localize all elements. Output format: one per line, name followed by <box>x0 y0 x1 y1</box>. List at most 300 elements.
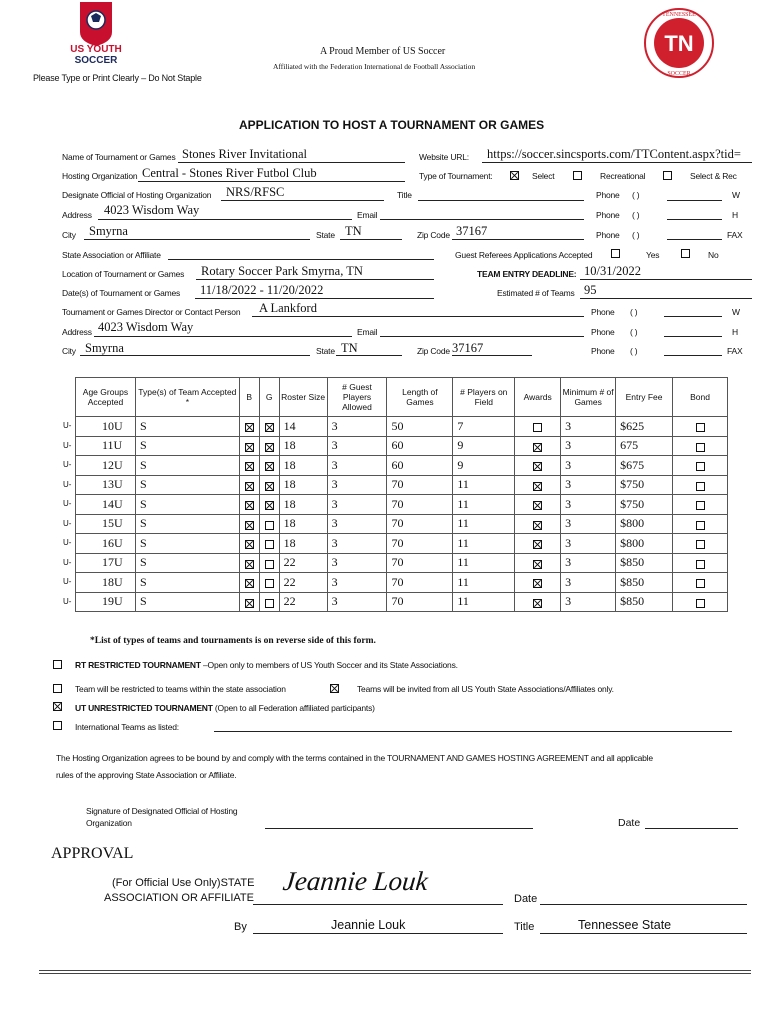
guest-ref-yes-label: Yes <box>646 250 660 260</box>
table-header-cell: Minimum # of Games <box>561 378 616 417</box>
dir-phone-w-suffix: W <box>732 307 740 317</box>
table-header-cell: Length of Games <box>387 378 453 417</box>
guest-players-cell[interactable]: 3 <box>327 514 387 534</box>
handwritten-signature: Jeannie Louk <box>281 866 430 896</box>
bond-cell <box>673 456 728 476</box>
girls-cell <box>259 573 279 593</box>
type-select-rec-label: Select & Rec <box>690 171 737 181</box>
awards-checkbox[interactable] <box>533 579 542 588</box>
boys-cell <box>239 592 259 612</box>
entry-fee-cell[interactable]: $750 <box>616 475 673 495</box>
team-type-cell[interactable]: S <box>135 417 239 437</box>
girls-cell <box>259 436 279 456</box>
table-row <box>76 573 728 593</box>
game-length-cell[interactable]: 50 <box>387 417 453 437</box>
boys-cell <box>239 475 259 495</box>
phone-h-label: Phone <box>596 210 620 220</box>
min-games-cell[interactable]: 3 <box>561 475 616 495</box>
awards-checkbox[interactable] <box>533 560 542 569</box>
boys-checkbox[interactable] <box>245 560 254 569</box>
us-youth-soccer-logo <box>62 2 132 68</box>
sig-label-2: Organization <box>86 818 132 828</box>
bond-checkbox[interactable] <box>696 423 705 432</box>
girls-cell <box>259 534 279 554</box>
type-select-label: Select <box>532 171 555 181</box>
team-type-cell[interactable]: S <box>135 534 239 554</box>
game-length-cell[interactable]: 70 <box>387 573 453 593</box>
age-value: 15U <box>102 516 123 531</box>
awards-checkbox[interactable] <box>533 423 542 432</box>
age-groups-table <box>63 377 728 612</box>
game-length-cell[interactable]: 70 <box>387 475 453 495</box>
game-length-cell[interactable]: 60 <box>387 436 453 456</box>
by-label: By <box>234 921 247 933</box>
footer-divider <box>39 970 751 974</box>
boys-cell <box>239 495 259 515</box>
state-field[interactable]: TN <box>345 224 362 238</box>
phone-w-paren: ( ) <box>632 190 640 200</box>
dir-phone-h-label: Phone <box>591 327 615 337</box>
deadline-field[interactable]: 10/31/2022 <box>584 264 641 278</box>
address-field[interactable]: 4023 Wisdom Way <box>104 203 200 217</box>
boys-checkbox[interactable] <box>245 423 254 432</box>
city-label: City <box>62 230 76 240</box>
players-on-field-cell[interactable]: 11 <box>453 495 515 515</box>
age-group-cell[interactable] <box>63 475 136 495</box>
table-header-cell: B <box>239 378 259 417</box>
girls-checkbox[interactable] <box>265 443 274 452</box>
age-prefix: U- <box>63 596 72 606</box>
roster-size-cell[interactable]: 18 <box>279 495 327 515</box>
roster-size-cell[interactable]: 18 <box>279 456 327 476</box>
phone-w-suffix: W <box>732 190 740 200</box>
game-length-cell[interactable]: 70 <box>387 592 453 612</box>
team-type-cell[interactable]: S <box>135 456 239 476</box>
approval-date-line[interactable] <box>540 904 747 905</box>
players-on-field-cell[interactable]: 9 <box>453 436 515 456</box>
tournament-type-label: Type of Tournament: <box>419 171 493 181</box>
by-field[interactable]: Jeannie Louk <box>331 918 406 932</box>
roster-size-cell[interactable]: 18 <box>279 534 327 554</box>
city-field[interactable]: Smyrna <box>89 224 128 238</box>
age-value: 17U <box>102 555 123 570</box>
boys-cell <box>239 436 259 456</box>
director-label: Tournament or Games Director or Contact Person <box>62 307 241 317</box>
dir-city-label: City <box>62 346 76 356</box>
girls-cell <box>259 553 279 573</box>
title-label: Title <box>514 921 535 933</box>
age-group-cell[interactable] <box>63 417 136 437</box>
instructions-text: Please Type or Print Clearly – Do Not Staple <box>33 73 202 83</box>
est-teams-field[interactable]: 95 <box>584 283 597 297</box>
entry-fee-cell[interactable]: $850 <box>616 573 673 593</box>
svg-text:TN: TN <box>664 31 694 56</box>
roster-size-cell[interactable]: 18 <box>279 436 327 456</box>
guest-players-cell[interactable]: 3 <box>327 417 387 437</box>
awards-cell <box>515 573 561 593</box>
official-field[interactable]: NRS/RFSC <box>226 185 285 199</box>
min-games-cell[interactable]: 3 <box>561 417 616 437</box>
age-value: 10U <box>102 418 123 433</box>
approval-heading: APPROVAL <box>51 845 134 862</box>
ut-text <box>75 703 375 713</box>
rt-text <box>75 660 458 670</box>
game-length-cell[interactable]: 70 <box>387 553 453 573</box>
zip-field[interactable]: 37167 <box>456 224 488 238</box>
boys-checkbox[interactable] <box>245 540 254 549</box>
dir-phone-w-paren: ( ) <box>630 307 638 317</box>
roster-size-cell[interactable]: 14 <box>279 417 327 437</box>
girls-checkbox[interactable] <box>265 423 274 432</box>
dir-phone-h-suffix: H <box>732 327 738 337</box>
table-row <box>76 417 728 437</box>
est-teams-label: Estimated # of Teams <box>497 288 575 298</box>
guest-players-cell[interactable]: 3 <box>327 456 387 476</box>
game-length-cell[interactable]: 70 <box>387 514 453 534</box>
bond-cell <box>673 475 728 495</box>
deadline-label: TEAM ENTRY DEADLINE: <box>477 269 577 279</box>
awards-checkbox[interactable] <box>533 599 542 608</box>
boys-checkbox[interactable] <box>245 521 254 530</box>
guest-players-cell[interactable]: 3 <box>327 534 387 554</box>
boys-cell <box>239 573 259 593</box>
girls-checkbox[interactable] <box>265 579 274 588</box>
girls-cell <box>259 592 279 612</box>
dir-fax-suffix: FAX <box>727 346 743 356</box>
awards-cell <box>515 495 561 515</box>
restricted-state-checkbox[interactable] <box>53 684 62 693</box>
assoc-label: State Association or Affiliate <box>62 250 161 260</box>
girls-cell <box>259 475 279 495</box>
age-prefix: U- <box>63 460 72 469</box>
agreement-line-2: rules of the approving State Association or Affiliate. <box>56 770 237 780</box>
table-header-cell: Bond <box>673 378 728 417</box>
sig-date-label: Date <box>618 817 641 829</box>
bond-cell <box>673 534 728 554</box>
guest-players-cell[interactable]: 3 <box>327 553 387 573</box>
age-prefix: U- <box>63 557 72 567</box>
players-on-field-cell[interactable]: 11 <box>453 592 515 612</box>
bond-cell <box>673 436 728 456</box>
game-length-cell[interactable]: 60 <box>387 456 453 476</box>
age-group-cell[interactable] <box>63 573 136 593</box>
boys-checkbox[interactable] <box>245 501 254 510</box>
age-prefix: U- <box>63 440 72 450</box>
roster-size-cell[interactable]: 18 <box>279 475 327 495</box>
guest-players-cell[interactable]: 3 <box>327 475 387 495</box>
awards-checkbox[interactable] <box>533 443 542 452</box>
girls-cell <box>259 514 279 534</box>
guest-players-cell[interactable]: 3 <box>327 592 387 612</box>
age-value: 18U <box>102 574 123 589</box>
approval-signature-line[interactable] <box>253 904 503 905</box>
age-group-cell[interactable] <box>63 534 136 554</box>
awards-cell <box>515 592 561 612</box>
players-on-field-cell[interactable]: 11 <box>453 475 515 495</box>
guest-ref-yes-checkbox[interactable] <box>611 249 620 258</box>
roster-size-cell[interactable]: 22 <box>279 573 327 593</box>
title-field[interactable]: Tennessee State <box>578 918 672 932</box>
boys-checkbox[interactable] <box>245 482 254 491</box>
team-type-cell[interactable]: S <box>135 436 239 456</box>
age-group-cell[interactable] <box>63 495 136 515</box>
team-type-cell[interactable]: S <box>135 514 239 534</box>
players-on-field-cell[interactable]: 11 <box>453 534 515 554</box>
entry-fee-cell[interactable]: $675 <box>616 456 673 476</box>
girls-checkbox[interactable] <box>265 540 274 549</box>
official-use-2: ASSOCIATION OR AFFILIATE <box>104 892 254 904</box>
age-prefix: U- <box>63 577 72 586</box>
team-type-cell[interactable]: S <box>135 573 239 593</box>
type-rec-label: Recreational <box>600 171 646 181</box>
bond-cell <box>673 495 728 515</box>
agreement-line-1: The Hosting Organization agrees to be bound by and comply with the terms contained in the TOURNAMENT AND GAMES HOSTING AGREEMENT and all applicable <box>56 753 653 763</box>
team-type-cell[interactable]: S <box>135 495 239 515</box>
signature-line[interactable] <box>265 828 533 829</box>
roster-size-cell[interactable]: 22 <box>279 553 327 573</box>
bond-checkbox[interactable] <box>696 521 705 530</box>
age-prefix: U- <box>63 479 72 489</box>
players-on-field-cell[interactable]: 11 <box>453 514 515 534</box>
team-type-cell[interactable]: S <box>135 553 239 573</box>
guest-ref-no-checkbox[interactable] <box>681 249 690 258</box>
fax-paren: ( ) <box>632 230 640 240</box>
table-row <box>76 456 728 476</box>
girls-checkbox[interactable] <box>265 501 274 510</box>
boys-cell <box>239 534 259 554</box>
girls-checkbox[interactable] <box>265 462 274 471</box>
entry-fee-cell[interactable]: $850 <box>616 553 673 573</box>
bond-cell <box>673 417 728 437</box>
rt-checkbox[interactable] <box>53 660 62 669</box>
age-group-cell[interactable] <box>63 436 136 456</box>
boys-cell <box>239 456 259 476</box>
dates-field[interactable]: 11/18/2022 - 11/20/2022 <box>200 283 324 297</box>
dir-state-field[interactable]: TN <box>341 341 358 355</box>
svg-text:US YOUTH: US YOUTH <box>70 44 122 55</box>
ut-label: UT UNRESTRICTED TOURNAMENT <box>75 703 213 713</box>
address-label: Address <box>62 210 92 220</box>
girls-checkbox[interactable] <box>265 599 274 608</box>
bond-checkbox[interactable] <box>696 462 705 471</box>
dir-fax-label: Phone <box>591 346 615 356</box>
table-header-cell: # Players on Field <box>453 378 515 417</box>
phone-h-paren: ( ) <box>632 210 640 220</box>
bond-cell <box>673 573 728 593</box>
official-title-label: Title <box>397 190 412 200</box>
svg-text:SOCCER: SOCCER <box>667 71 691 77</box>
girls-cell <box>259 495 279 515</box>
page-title: APPLICATION TO HOST A TOURNAMENT OR GAMES <box>239 118 545 132</box>
bond-cell <box>673 553 728 573</box>
girls-checkbox[interactable] <box>265 521 274 530</box>
ut-desc: (Open to all Federation affiliated participants) <box>212 703 375 713</box>
table-header-cell: Roster Size <box>279 378 327 417</box>
official-use-1: (For Official Use Only)STATE <box>112 877 255 889</box>
age-prefix: U- <box>63 518 72 528</box>
bond-checkbox[interactable] <box>696 560 705 569</box>
email-label: Email <box>357 210 378 220</box>
hosting-org-label: Hosting Organization <box>62 171 138 181</box>
type-rec-checkbox[interactable] <box>573 171 582 180</box>
rt-desc: –Open only to members of US Youth Soccer and its State Associations. <box>200 660 458 670</box>
tournament-name-field[interactable]: Stones River Invitational <box>182 147 307 161</box>
bond-checkbox[interactable] <box>696 540 705 549</box>
awards-cell <box>515 475 561 495</box>
dir-phone-h-paren: ( ) <box>630 327 638 337</box>
awards-checkbox[interactable] <box>533 501 542 510</box>
dir-zip-label: Zip Code <box>417 346 450 356</box>
table-header-cell: Awards <box>515 378 561 417</box>
guest-players-cell[interactable]: 3 <box>327 495 387 515</box>
table-header-cell: Age Groups Accepted <box>76 378 136 417</box>
awards-checkbox[interactable] <box>533 462 542 471</box>
min-games-cell[interactable]: 3 <box>561 553 616 573</box>
awards-cell <box>515 436 561 456</box>
list-note: *List of types of teams and tournaments is on reverse side of this form. <box>90 636 376 646</box>
age-prefix: U- <box>63 538 72 547</box>
entry-fee-cell[interactable]: $850 <box>616 592 673 612</box>
dir-state-label: State <box>316 346 335 356</box>
min-games-cell[interactable]: 3 <box>561 592 616 612</box>
awards-checkbox[interactable] <box>533 540 542 549</box>
players-on-field-cell[interactable]: 11 <box>453 553 515 573</box>
roster-size-cell[interactable]: 18 <box>279 514 327 534</box>
ut-checkbox[interactable] <box>53 702 62 711</box>
table-row <box>76 495 728 515</box>
dir-fax-paren: ( ) <box>630 346 638 356</box>
game-length-cell[interactable]: 70 <box>387 534 453 554</box>
age-prefix: U- <box>63 421 72 430</box>
age-prefix: U- <box>63 499 72 508</box>
awards-cell <box>515 534 561 554</box>
age-value: 16U <box>102 535 123 550</box>
invited-all-text: Teams will be invited from all US Youth State Associations/Affiliates only. <box>357 684 614 694</box>
players-on-field-cell[interactable]: 9 <box>453 456 515 476</box>
dir-address-field[interactable]: 4023 Wisdom Way <box>98 320 194 334</box>
age-group-cell[interactable] <box>63 514 136 534</box>
dir-city-field[interactable]: Smyrna <box>85 341 124 355</box>
proud-member-text: A Proud Member of US Soccer <box>320 46 446 57</box>
dir-phone-w-label: Phone <box>591 307 615 317</box>
bond-checkbox[interactable] <box>696 501 705 510</box>
bond-cell <box>673 592 728 612</box>
players-on-field-cell[interactable]: 11 <box>453 573 515 593</box>
bond-checkbox[interactable] <box>696 443 705 452</box>
intl-checkbox[interactable] <box>53 721 62 730</box>
team-type-cell[interactable]: S <box>135 592 239 612</box>
dir-zip-field[interactable]: 37167 <box>452 341 484 355</box>
game-length-cell[interactable]: 70 <box>387 495 453 515</box>
fax-label: Phone <box>596 230 620 240</box>
entry-fee-cell[interactable]: 675 <box>616 436 673 456</box>
age-value: 13U <box>102 477 123 492</box>
girls-cell <box>259 417 279 437</box>
restricted-state-text: Team will be restricted to teams within the state association <box>75 684 286 694</box>
table-row <box>76 475 728 495</box>
boys-checkbox[interactable] <box>245 443 254 452</box>
entry-fee-cell[interactable]: $750 <box>616 495 673 515</box>
age-value: 11U <box>102 438 123 453</box>
guest-players-cell[interactable]: 3 <box>327 573 387 593</box>
age-value: 19U <box>102 594 123 609</box>
min-games-cell[interactable]: 3 <box>561 514 616 534</box>
location-field[interactable]: Rotary Soccer Park Smyrna, TN <box>201 264 363 278</box>
sig-date-line[interactable] <box>645 828 738 829</box>
table-row <box>76 553 728 573</box>
entry-fee-cell[interactable]: $800 <box>616 514 673 534</box>
table-row <box>76 534 728 554</box>
guest-ref-label: Guest Referees Applications Accepted <box>455 250 593 260</box>
phone-w-label: Phone <box>596 190 620 200</box>
boys-cell <box>239 553 259 573</box>
min-games-cell[interactable]: 3 <box>561 495 616 515</box>
table-header-cell: Entry Fee <box>616 378 673 417</box>
boys-checkbox[interactable] <box>245 579 254 588</box>
guest-players-cell[interactable]: 3 <box>327 436 387 456</box>
min-games-cell[interactable]: 3 <box>561 436 616 456</box>
age-group-cell[interactable] <box>63 553 136 573</box>
min-games-cell[interactable]: 3 <box>561 573 616 593</box>
bond-checkbox[interactable] <box>696 482 705 491</box>
boys-checkbox[interactable] <box>245 462 254 471</box>
sig-label-1: Signature of Designated Official of Hosting <box>86 806 238 816</box>
bond-cell <box>673 514 728 534</box>
roster-size-cell[interactable]: 22 <box>279 592 327 612</box>
location-label: Location of Tournament or Games <box>62 269 185 279</box>
type-select-checkbox[interactable] <box>510 171 519 180</box>
director-field[interactable]: A Lankford <box>259 301 317 315</box>
table-row <box>76 514 728 534</box>
boys-cell <box>239 417 259 437</box>
age-value: 14U <box>102 496 123 511</box>
table-header-cell: G <box>259 378 279 417</box>
team-type-cell[interactable]: S <box>135 475 239 495</box>
boys-checkbox[interactable] <box>245 599 254 608</box>
hosting-org-field[interactable]: Central - Stones River Futbol Club <box>142 166 317 180</box>
age-group-cell[interactable] <box>63 456 136 476</box>
table-header-cell: # Guest Players Allowed <box>327 378 387 417</box>
table-header-cell: Type(s) of Team Accepted * <box>135 378 239 417</box>
girls-cell <box>259 456 279 476</box>
awards-cell <box>515 456 561 476</box>
min-games-cell[interactable]: 3 <box>561 534 616 554</box>
dir-address-label: Address <box>62 327 92 337</box>
players-on-field-cell[interactable]: 7 <box>453 417 515 437</box>
entry-fee-cell[interactable]: $625 <box>616 417 673 437</box>
dates-label: Date(s) of Tournament or Games <box>62 288 181 298</box>
entry-fee-cell[interactable]: $800 <box>616 534 673 554</box>
state-label: State <box>316 230 335 240</box>
website-field[interactable]: https://soccer.sincsports.com/TTContent.aspx?tid= <box>487 147 741 161</box>
invited-all-checkbox[interactable] <box>330 684 339 693</box>
awards-checkbox[interactable] <box>533 521 542 530</box>
svg-text:SOCCER: SOCCER <box>74 55 118 66</box>
type-select-rec-checkbox[interactable] <box>663 171 672 180</box>
girls-checkbox[interactable] <box>265 482 274 491</box>
zip-label: Zip Code <box>417 230 450 240</box>
approval-date-label: Date <box>514 893 538 905</box>
awards-checkbox[interactable] <box>533 482 542 491</box>
girls-checkbox[interactable] <box>265 560 274 569</box>
awards-cell <box>515 417 561 437</box>
bond-checkbox[interactable] <box>696 599 705 608</box>
bond-checkbox[interactable] <box>696 579 705 588</box>
min-games-cell[interactable]: 3 <box>561 456 616 476</box>
awards-cell <box>515 514 561 534</box>
age-group-cell[interactable] <box>63 592 136 612</box>
guest-ref-no-label: No <box>708 250 719 260</box>
